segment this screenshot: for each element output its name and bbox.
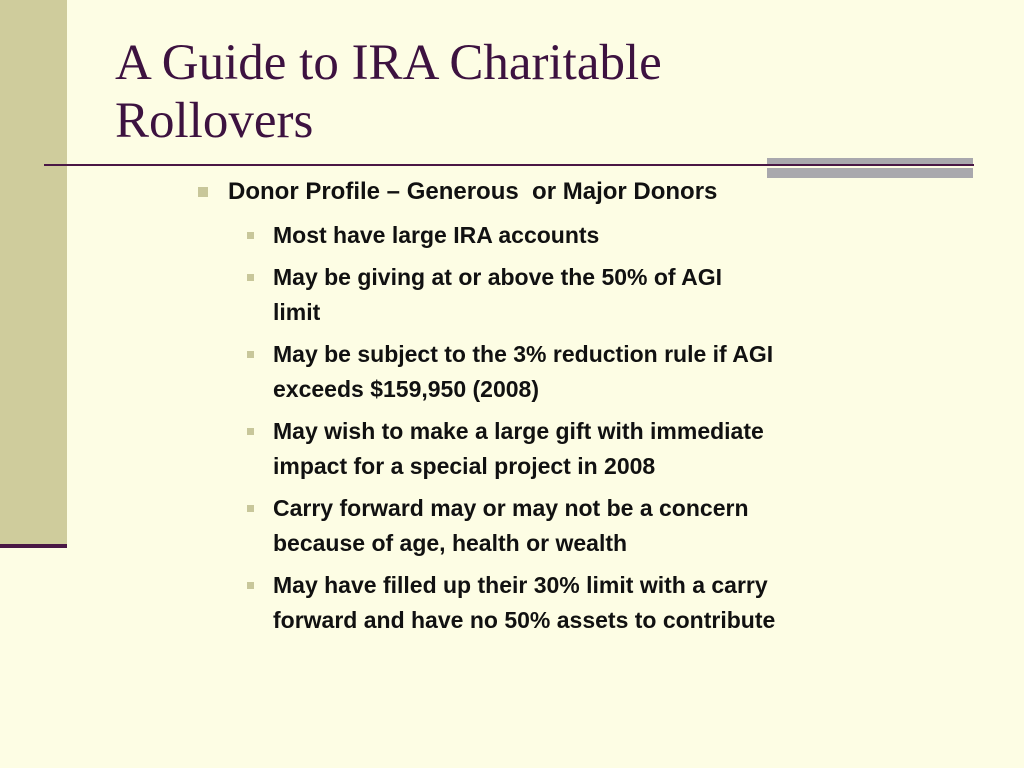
- sub-bullet-line: May be giving at or above the 50% of AGI: [273, 264, 723, 290]
- sub-bullet-line: limit: [273, 299, 321, 325]
- slide-title: [115, 34, 895, 150]
- sub-bullet-text: [273, 218, 599, 253]
- sub-bullet-text: [273, 491, 749, 561]
- sub-bullet-text: [273, 568, 775, 638]
- sub-bullet-text: [273, 260, 722, 330]
- small-square-bullet-icon: [247, 582, 254, 589]
- small-square-bullet-icon: [247, 232, 254, 239]
- sub-bullet-line: Carry forward may or may not be a concern: [273, 495, 749, 521]
- sub-bullet-text: [273, 337, 773, 407]
- main-bullet-item: [198, 174, 918, 210]
- sub-bullet-text: [273, 414, 764, 484]
- sub-bullet-line: May wish to make a large gift with immediate: [273, 418, 764, 444]
- small-square-bullet-icon: [247, 351, 254, 358]
- left-accent-band: [0, 0, 67, 546]
- title-divider: [44, 164, 974, 166]
- slide-title-line-1: A Guide to IRA Charitable: [115, 35, 662, 91]
- sub-bullet-item: [247, 568, 937, 638]
- small-square-bullet-icon: [247, 505, 254, 512]
- sub-bullet-item: [247, 260, 937, 330]
- sub-bullet-line: May be subject to the 3% reduction rule if AGI: [273, 341, 774, 367]
- sub-bullet-line: forward and have no 50% assets to contribute: [273, 607, 776, 633]
- left-accent-rule: [0, 544, 67, 548]
- sub-bullet-line: May have filled up their 30% limit with a carry: [273, 572, 768, 598]
- small-square-bullet-icon: [247, 274, 254, 281]
- sub-bullet-item: [247, 414, 937, 484]
- sub-bullet-item: [247, 218, 937, 253]
- sub-bullet-item: [247, 491, 937, 561]
- small-square-bullet-icon: [247, 428, 254, 435]
- square-bullet-icon: [198, 187, 208, 197]
- sub-bullet-line: Most have large IRA accounts: [273, 222, 600, 248]
- sub-bullet-line: because of age, health or wealth: [273, 530, 628, 556]
- decorative-gray-bar-top: [767, 158, 973, 164]
- sub-bullet-line: exceeds $159,950 (2008): [273, 376, 539, 402]
- slide-title-line-2: Rollovers: [115, 93, 314, 149]
- main-bullet-text: Donor Profile – Generous or Major Donors: [228, 178, 718, 205]
- sub-bullet-list: [247, 218, 937, 645]
- sub-bullet-item: [247, 337, 937, 407]
- sub-bullet-line: impact for a special project in 2008: [273, 453, 656, 479]
